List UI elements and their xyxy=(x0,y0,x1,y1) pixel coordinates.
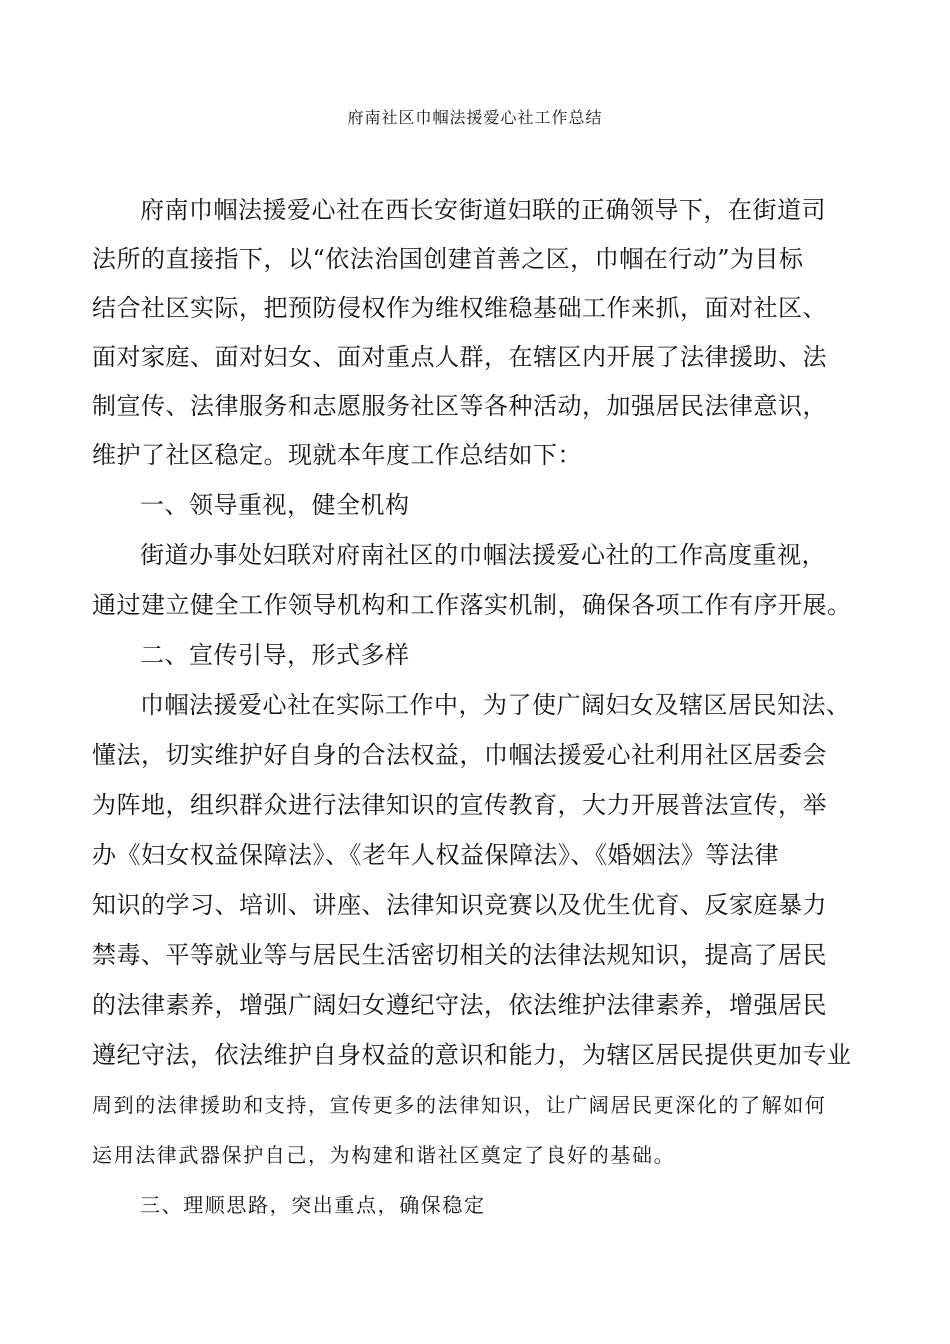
paragraph-line: 维护了社区稳定。现就本年度工作总结如下： xyxy=(92,441,582,469)
paragraph-line: 周到的法律援助和支持，宣传更多的法律知识，让广阔居民更深化的了解如何 xyxy=(92,1093,827,1117)
section-heading: 三、理顺思路，突出重点，确保稳定 xyxy=(140,1193,486,1217)
paragraph-line: 法所的直接指下，以“依法治国创建首善之区，巾帼在行动”为目标 xyxy=(92,245,804,273)
paragraph-line: 街道办事处妇联对府南社区的巾帼法援爱心社的工作高度重视， xyxy=(140,541,826,569)
paragraph-line: 禁毒、平等就业等与居民生活密切相关的法律法规知识，提高了居民 xyxy=(92,941,827,969)
paragraph-line: 面对家庭、面对妇女、面对重点人群，在辖区内开展了法律援助、法 xyxy=(92,343,827,371)
paragraph-line: 制宣传、法律服务和志愿服务社区等各种活动，加强居民法律意识， xyxy=(92,392,827,420)
paragraph-line: 办《妇女权益保障法》、《老年人权益保障法》、《婚姻法》等法律 xyxy=(92,841,779,869)
paragraph-line: 的法律素养，增强广阔妇女遵纪守法，依法维护法律素养，增强居民 xyxy=(92,991,827,1019)
section-heading: 一、领导重视，健全机构 xyxy=(140,491,410,519)
paragraph-line: 遵纪守法，依法维护自身权益的意识和能力，为辖区居民提供更加专业 xyxy=(92,1041,852,1069)
section-heading: 二、宣传引导，形式多样 xyxy=(140,641,410,669)
document-title: 府南社区巾帼法援爱心社工作总结 xyxy=(347,108,603,127)
paragraph-line: 府南巾帼法援爱心社在西长安街道妇联的正确领导下，在街道司 xyxy=(140,196,826,224)
paragraph-line: 运用法律武器保护自己，为构建和谐社区奠定了良好的基础。 xyxy=(92,1143,676,1167)
paragraph-line: 为阵地，组织群众进行法律知识的宣传教育，大力开展普法宣传，举 xyxy=(92,791,827,819)
paragraph-line: 巾帼法援爱心社在实际工作中，为了使广阔妇女及辖区居民知法、 xyxy=(140,691,851,719)
paragraph-line: 通过建立健全工作领导机构和工作落实机制，确保各项工作有序开展。 xyxy=(92,591,852,619)
paragraph-line: 懂法，切实维护好自身的合法权益，巾帼法援爱心社利用社区居委会 xyxy=(92,741,827,769)
paragraph-line: 知识的学习、培训、讲座、法律知识竞赛以及优生优育、反家庭暴力 xyxy=(92,891,827,919)
paragraph-line: 结合社区实际，把预防侵权作为维权维稳基础工作来抓，面对社区、 xyxy=(92,294,827,322)
